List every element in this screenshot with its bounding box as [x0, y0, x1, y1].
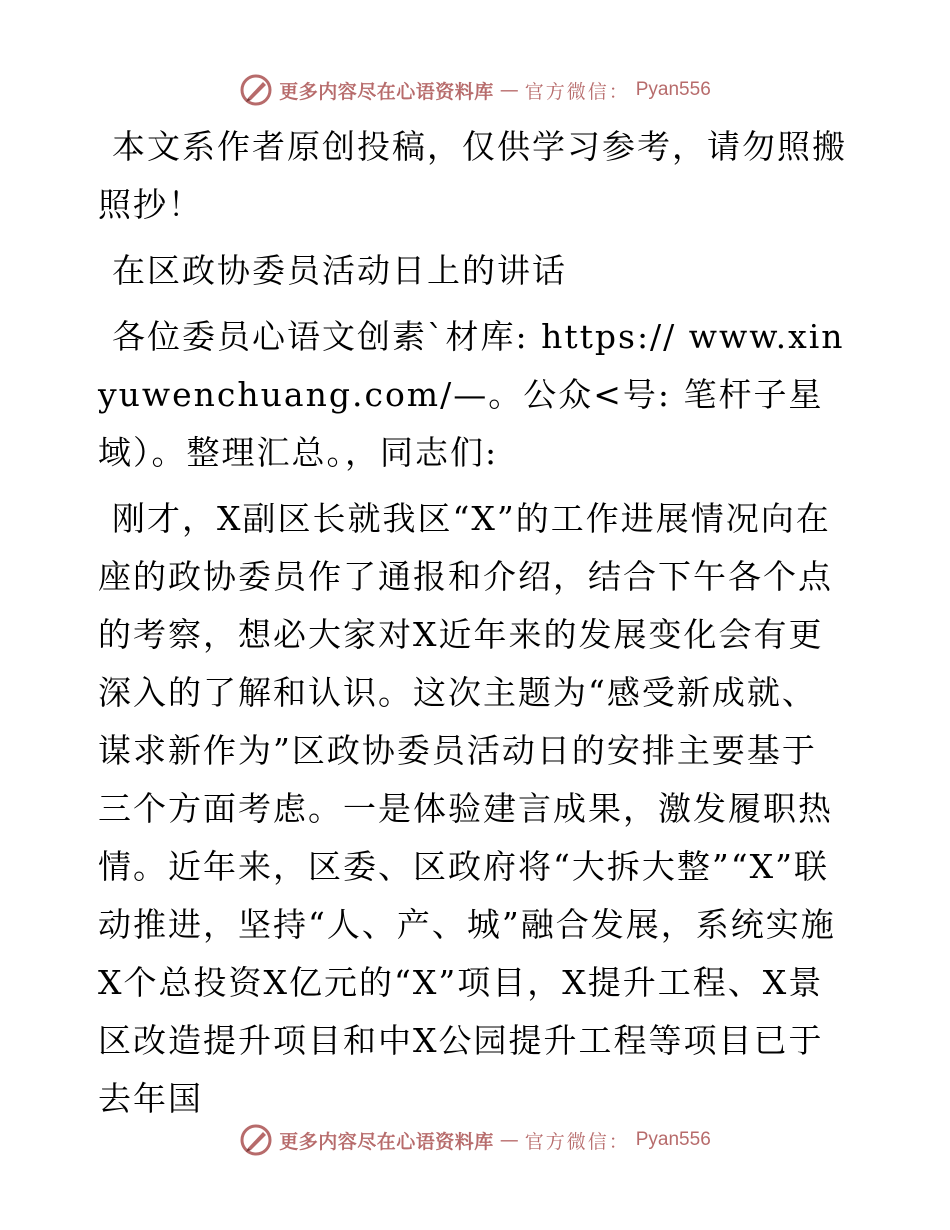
banner-wechat-label: 官方微信：	[524, 1130, 630, 1153]
banner-site-text: 更多内容尽在心语资料库	[279, 1130, 494, 1153]
banner-wechat-label: 官方微信：	[524, 80, 630, 103]
banner-dash: —	[499, 79, 519, 101]
paragraph-disclaimer: 本文系作者原创投稿，仅供学习参考，请勿照搬照抄！	[98, 127, 847, 224]
header-banner	[0, 70, 950, 110]
paragraph-salutation: 各位委员心语文创素`材库: https:// www.xinyuwenchuang.com/—。公众<号: 笔杆子星域）。整理汇总。，同志们:	[98, 317, 845, 472]
banner-wechat-id: Pyan556	[635, 79, 711, 100]
banner-site-text: 更多内容尽在心语资料库	[279, 80, 494, 103]
pen-logo-icon	[239, 1123, 273, 1157]
document-body	[98, 118, 850, 1128]
paragraph-body: 刚才，X副区长就我区“X”的工作进展情况向在座的政协委员作了通报和介绍，结合下午各个点的考察，想必大家对X近年来的发展变化会有更深入的了解和认识。这次主题为“感受新成就、谋求新作为”区政协委员活动日的安排主要基于三个方面考虑。一是体验建言成果，激发履职热情。近年来，区委、区政府将“大拆大整”“X”联动推进，坚持“人、产、城”融合发展，系统实施X个总投资X亿元的“X”项目，X提升工程、X景区改造提升项目和中X公园提升工程等项目已于去年国	[98, 499, 836, 1118]
pen-logo-icon	[239, 73, 273, 107]
paragraph-title: 在区政协委员活动日上的讲话	[112, 251, 567, 290]
banner-dash: —	[499, 1129, 519, 1151]
footer-banner	[0, 1120, 950, 1160]
banner-wechat-id: Pyan556	[635, 1129, 711, 1150]
